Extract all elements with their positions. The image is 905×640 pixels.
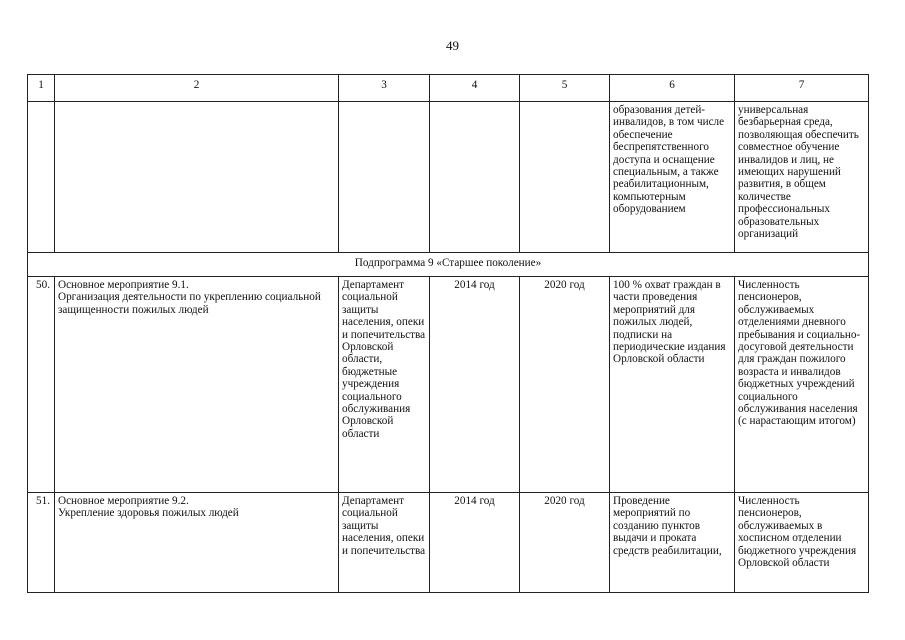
header-col-1: 1 (28, 75, 55, 102)
event-title: Основное мероприятие 9.2. (58, 495, 189, 507)
header-col-6: 6 (610, 75, 735, 102)
end-year: 2020 год (520, 277, 610, 493)
row-number: 50. (28, 277, 55, 493)
event-title: Основное мероприятие 9.1. (58, 279, 189, 291)
executor-cell: Департамент социальной защиты населения, опеки и попечительства Орловской области, бюджетные учреждения социального обслуживания Орловской области (339, 277, 430, 493)
header-col-4: 4 (430, 75, 520, 102)
continuation-result: образования детей-инвалидов, в том числе обеспечение беспрепятственного доступа и оснащение специальным, а также реабилитационным, компьютерным оборудованием (610, 102, 735, 253)
executor-cell: Департамент социальной защиты населения, опеки и попечительства (339, 493, 430, 593)
continuation-num (28, 102, 55, 253)
event-cell (55, 277, 339, 493)
continuation-indicator: универсальная безбарьерная среда, позволяющая обеспечить совместное обучение инвалидов и лиц, не имеющих нарушений развития, в общем количестве профессиональных образовательных организаций (735, 102, 869, 253)
section-title: Подпрограмма 9 «Старшее поколение» (28, 253, 869, 277)
continuation-end (520, 102, 610, 253)
end-year: 2020 год (520, 493, 610, 593)
start-year: 2014 год (430, 493, 520, 593)
table-row (28, 277, 869, 493)
continuation-row (28, 102, 869, 253)
indicator-cell: Численность пенсионеров, обслуживаемых отделениями дневного пребывания и социально-досуговой деятельности для граждан пожилого возраста и инвалидов бюджетных учреждений социального обслуживания населения (с нарастающим итогом) (735, 277, 869, 493)
continuation-start (430, 102, 520, 253)
indicator-cell: Численность пенсионеров, обслуживаемых в хосписном отделении бюджетного учреждения Орловской области (735, 493, 869, 593)
header-col-7: 7 (735, 75, 869, 102)
result-cell: 100 % охват граждан в части проведения мероприятий для пожилых людей, подписки на периодические издания Орловской области (610, 277, 735, 493)
program-table (27, 74, 869, 593)
event-cell (55, 493, 339, 593)
result-cell: Проведение мероприятий по созданию пунктов выдачи и проката средств реабилитации, (610, 493, 735, 593)
page-number: 49 (446, 38, 459, 53)
section-row (28, 253, 869, 277)
event-description: Укрепление здоровья пожилых людей (58, 507, 239, 520)
start-year: 2014 год (430, 277, 520, 493)
header-col-2: 2 (55, 75, 339, 102)
header-col-5: 5 (520, 75, 610, 102)
continuation-executor (339, 102, 430, 253)
event-description: Организация деятельности по укреплению социальной защищенности пожилых людей (58, 291, 321, 316)
header-row (28, 75, 869, 102)
continuation-event (55, 102, 339, 253)
row-number: 51. (28, 493, 55, 593)
table-row (28, 493, 869, 593)
header-col-3: 3 (339, 75, 430, 102)
